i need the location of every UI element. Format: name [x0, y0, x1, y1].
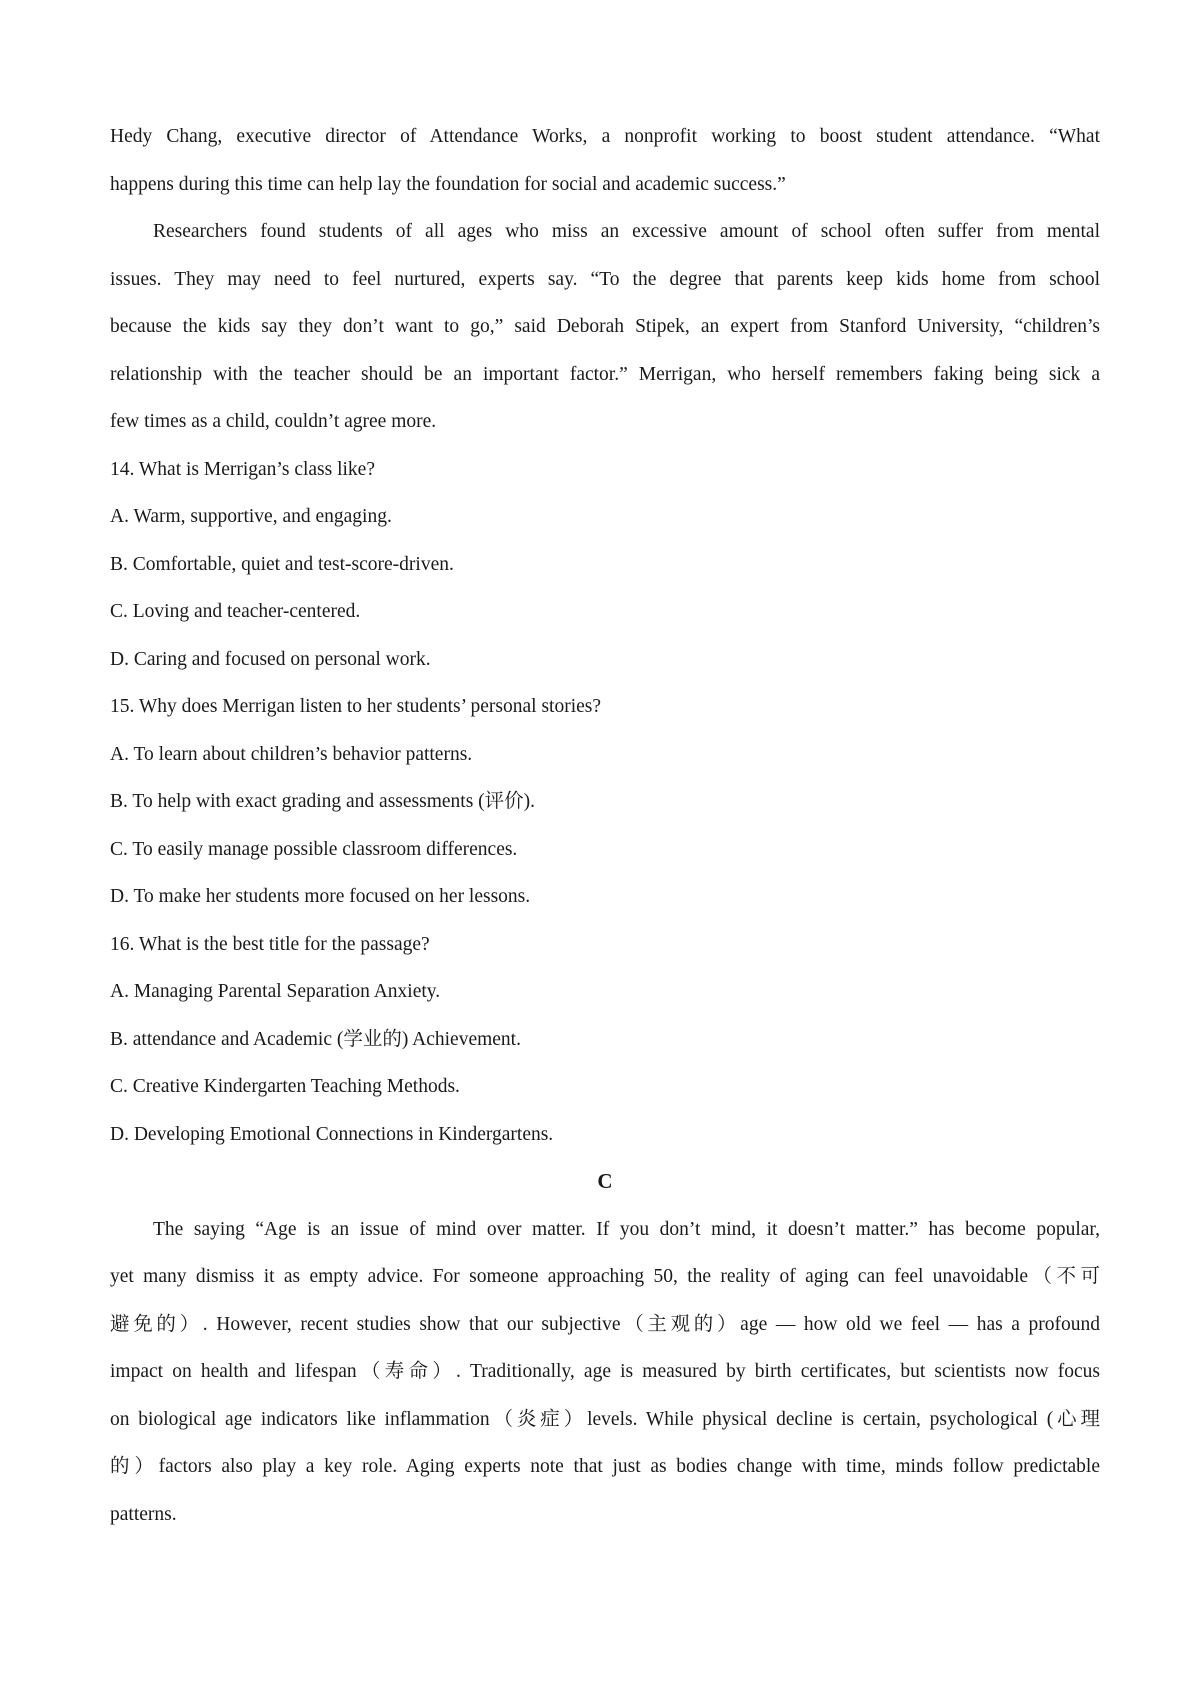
text-line: few times as a child, couldn’t agree more. — [110, 411, 437, 432]
option-b: B. To help with exact grading and assessments (评价). — [110, 791, 536, 812]
option-c: C. To easily manage possible classroom differences. — [110, 838, 518, 860]
question-16 — [110, 921, 1100, 1159]
text-line: Hedy Chang, executive director of Attendance Works, a nonprofit working to boost student attendance. “What — [110, 126, 1100, 147]
passage-b-paragraph — [110, 208, 1100, 446]
option-b: B. Comfortable, quiet and test-score-driven. — [110, 553, 454, 575]
option-d: D. Caring and focused on personal work. — [110, 648, 431, 670]
text-line: on biological age indicators like inflammation（炎症）levels. While physical decline is certain, psychological (心理 — [110, 1408, 1100, 1430]
question-14 — [110, 446, 1100, 684]
option-a: A. Managing Parental Separation Anxiety. — [110, 981, 441, 1002]
option-c: C. Loving and teacher-centered. — [110, 601, 361, 622]
question-stem: 15. Why does Merrigan listen to her students’ personal stories? — [110, 696, 602, 717]
text-line: relationship with the teacher should be an important factor.” Merrigan, who herself remembers faking being sick a — [110, 363, 1100, 385]
passage-b-paragraph — [110, 113, 1100, 208]
text-line: Researchers found students of all ages who miss an excessive amount of school often suffer from mental — [153, 221, 1100, 242]
question-stem: 16. What is the best title for the passage? — [110, 933, 430, 955]
section-heading: C — [597, 1169, 613, 1193]
text-line: The saying “Age is an issue of mind over matter. If you don’t mind, it doesn’t matter.” has become popular, — [153, 1218, 1100, 1240]
option-d: D. Developing Emotional Connections in Kindergartens. — [110, 1123, 554, 1145]
text-line: 的）factors also play a key role. Aging experts note that just as bodies change with time, minds follow predictable — [110, 1456, 1100, 1477]
text-line: 避免的）. However, recent studies show that our subjective（主观的）age — how old we feel — has a profound — [110, 1313, 1100, 1335]
question-stem: 14. What is Merrigan’s class like? — [110, 458, 375, 480]
option-a: A. To learn about children’s behavior patterns. — [110, 743, 473, 765]
text-line: because the kids say they don’t want to go,” said Deborah Stipek, an expert from Stanford University, “children’s — [110, 316, 1100, 337]
text-line: yet many dismiss it as empty advice. For someone approaching 50, the reality of aging can feel unavoidable（不可 — [110, 1266, 1100, 1287]
text-line: impact on health and lifespan（寿命）. Traditionally, age is measured by birth certificates, but scientists now focus — [110, 1361, 1100, 1382]
passage-c-paragraph — [110, 1206, 1100, 1539]
text-line: happens during this time can help lay the foundation for social and academic success.” — [110, 173, 786, 195]
page-content — [110, 113, 1100, 1538]
option-d: D. To make her students more focused on her lessons. — [110, 886, 531, 907]
option-c: C. Creative Kindergarten Teaching Methods. — [110, 1076, 460, 1097]
text-line: issues. They may need to feel nurtured, experts say. “To the degree that parents keep kids home from school — [110, 268, 1100, 290]
question-15 — [110, 683, 1100, 921]
option-a: A. Warm, supportive, and engaging. — [110, 506, 392, 527]
option-b: B. attendance and Academic (学业的) Achievement. — [110, 1028, 521, 1050]
text-line: patterns. — [110, 1503, 177, 1525]
